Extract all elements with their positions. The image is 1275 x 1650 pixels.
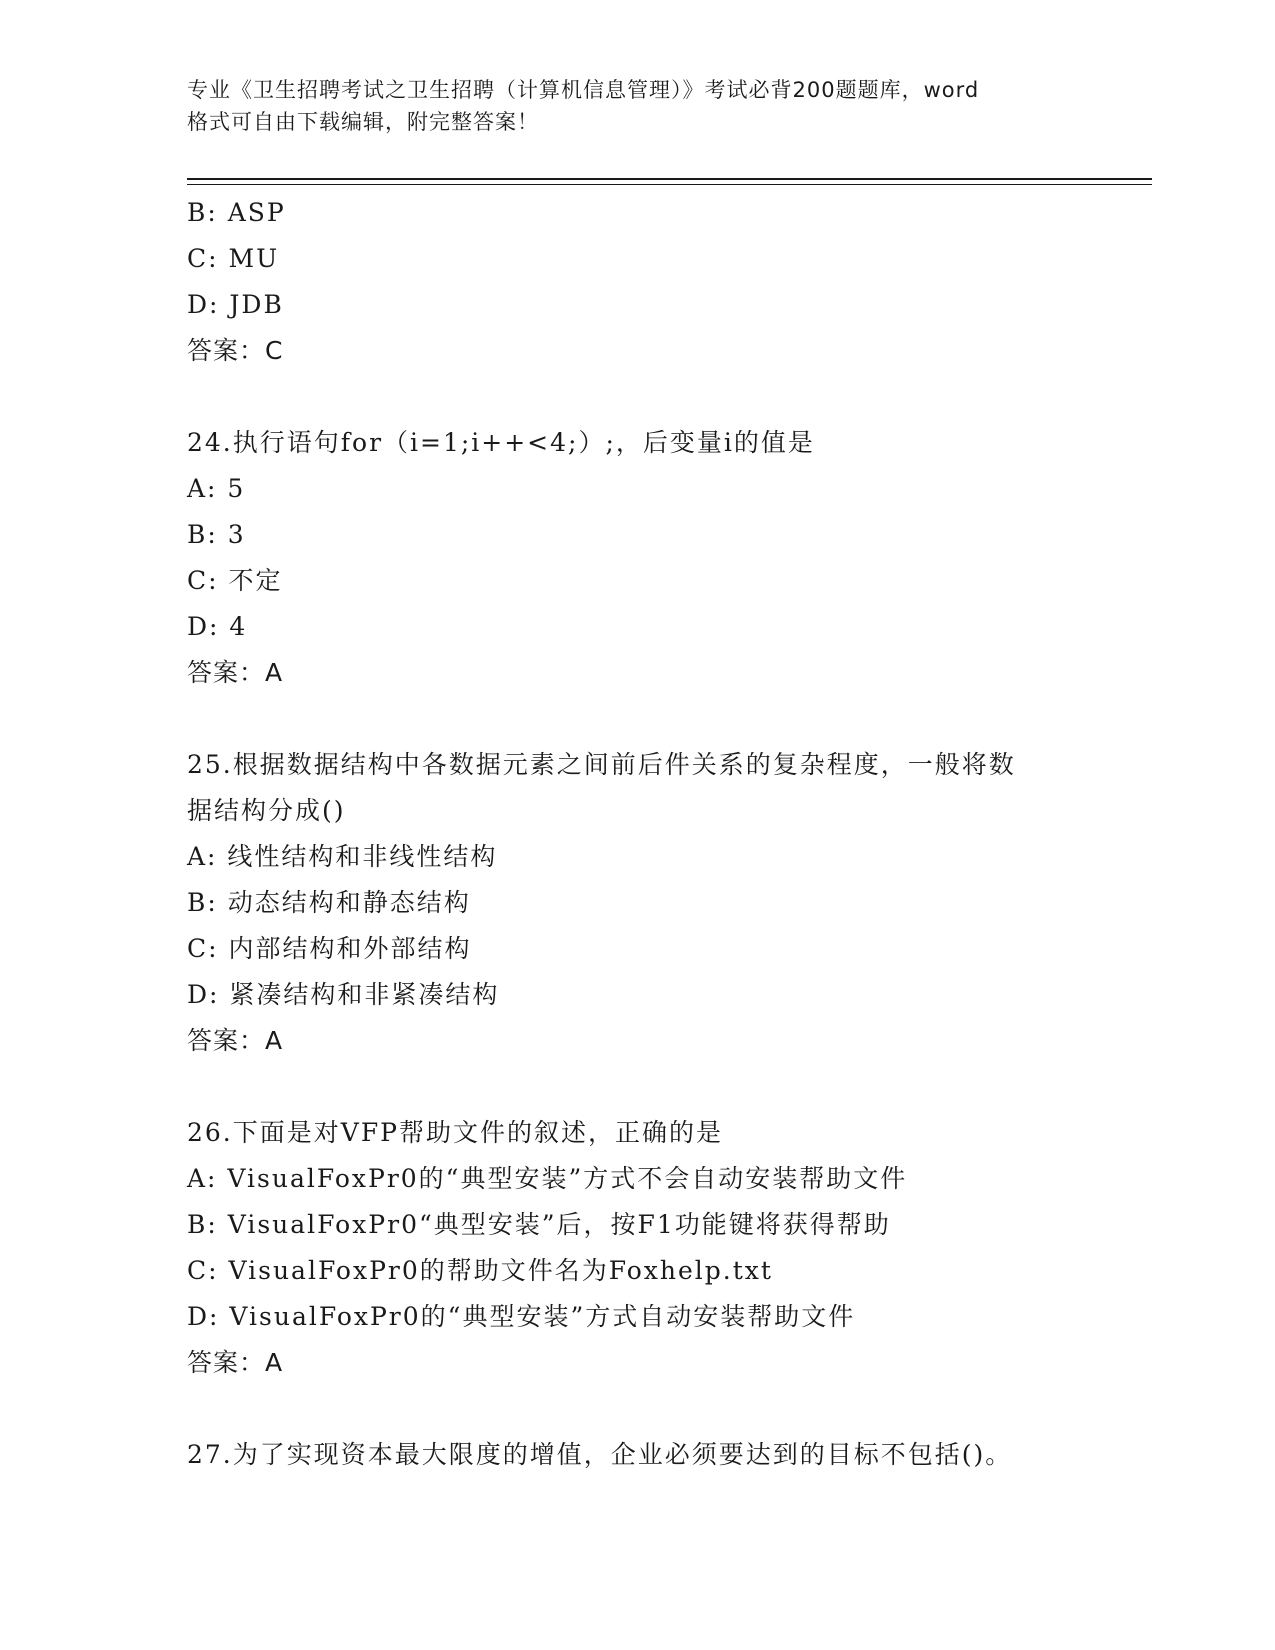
option-c: C: 内部结构和外部结构 [187,934,472,963]
question-text: 24.执行语句for（i=1;i++<4;）;，后变量i的值是 [187,428,815,457]
question-27 [187,1432,1147,1478]
document-header [187,74,1087,138]
option-b: B: 3 [187,520,246,549]
option-a: A: VisualFoxPr0的“典型安装”方式不会自动安装帮助文件 [187,1164,908,1193]
question-text: 27.为了实现资本最大限度的增值，企业必须要达到的目标不包括()。 [187,1440,1013,1469]
question-26 [187,1110,1147,1386]
answer: 答案：C [187,336,284,365]
header-line-2: 格式可自由下载编辑，附完整答案！ [187,110,539,134]
option-b: B: VisualFoxPr0“典型安装”后，按F1功能键将获得帮助 [187,1210,891,1239]
answer: 答案：A [187,658,284,687]
option-c: C: 不定 [187,566,283,595]
answer: 答案：A [187,1026,284,1055]
option-d: D: 4 [187,612,248,641]
question-23-tail [187,190,1147,374]
question-24 [187,420,1147,696]
question-25 [187,742,1147,1064]
question-list [187,190,1147,1478]
header-rule-thick [187,178,1152,180]
option-a: A: 线性结构和非线性结构 [187,842,498,871]
header-line-1: 专业《卫生招聘考试之卫生招聘（计算机信息管理）》考试必背200题题库，word [187,78,980,102]
header-rule-thin [187,184,1152,185]
option-b: B: 动态结构和静态结构 [187,888,471,917]
option-a: A: 5 [187,474,246,503]
option-b: B: ASP [187,198,286,227]
option-d: D: JDB [187,290,284,319]
question-text-line-1: 25.根据数据结构中各数据元素之间前后件关系的复杂程度，一般将数 [187,750,1016,779]
answer: 答案：A [187,1348,284,1377]
option-c: C: VisualFoxPr0的帮助文件名为Foxhelp.txt [187,1256,773,1285]
question-text-line-2: 据结构分成() [187,796,346,825]
option-d: D: 紧凑结构和非紧凑结构 [187,980,500,1009]
option-c: C: MU [187,244,280,273]
question-text: 26.下面是对VFP帮助文件的叙述，正确的是 [187,1118,723,1147]
option-d: D: VisualFoxPr0的“典型安装”方式自动安装帮助文件 [187,1302,856,1331]
